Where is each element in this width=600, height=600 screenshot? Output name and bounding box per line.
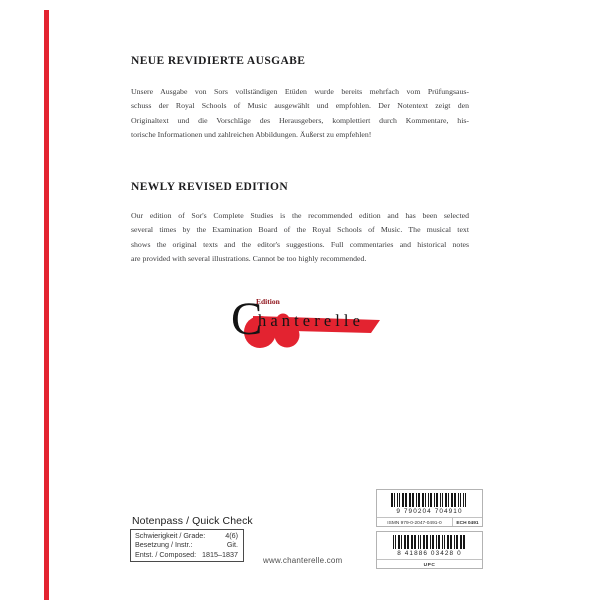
- paragraph-line: Originaltext und die Vorschläge des Herausgebers, komplettiert durch Kommentare, his-: [131, 115, 469, 125]
- logo-initial: C: [231, 293, 263, 345]
- paragraph-line: shows the original texts and the editor's suggestions. Full commentaries and historical notes: [131, 239, 469, 249]
- upc-barcode: [376, 531, 483, 569]
- quick-check-row-value: 4(6): [225, 530, 238, 540]
- english-paragraph: [131, 209, 469, 267]
- paragraph-line: are provided with several illustrations. Cannot be too highly recommended.: [131, 254, 367, 264]
- website-url: www.chanterelle.com: [263, 556, 343, 565]
- logo-edition-label: Edition: [256, 297, 280, 306]
- quick-check-row: [135, 541, 238, 550]
- quick-check-row-value: Git.: [226, 540, 238, 550]
- upc-barcode-bars-icon: [377, 535, 482, 549]
- ismn-barcode-bars-icon: [377, 493, 482, 507]
- quick-check-title: Notenpass / Quick Check: [132, 515, 253, 527]
- paragraph-line: Our edition of Sor's Complete Studies is the recommended edition and has been selected: [131, 211, 469, 220]
- german-paragraph: [131, 85, 469, 143]
- upc-label: UPC: [423, 562, 436, 568]
- english-section-heading: NEWLY REVISED EDITION: [131, 181, 289, 193]
- edition-number-label: ECH 0491: [452, 518, 482, 527]
- quick-check-row-value: 1815–1837: [202, 549, 238, 559]
- paragraph-line: several times by the Examination Board of the Royal Schools of Music. The musical text: [131, 225, 469, 235]
- quick-check-row: [135, 551, 238, 560]
- paragraph-line: schuss der Royal Schools of Music ausgewählt und empfohlen. Der Notentext zeigt den: [131, 101, 469, 111]
- quick-check-box: [130, 529, 244, 562]
- quick-check-row-label: Schwierigkeit / Grade:: [135, 530, 206, 540]
- logo-name-letters: hanterelle: [258, 311, 365, 330]
- quick-check-row: [135, 532, 238, 541]
- quick-check-row-label: Besetzung / Instr.:: [135, 540, 193, 550]
- upc-barcode-digits: 8 41886 03428 0: [397, 550, 462, 557]
- quick-check-row-label: Entst. / Composed:: [135, 549, 197, 559]
- german-section-heading: NEUE REVIDIERTE AUSGABE: [131, 55, 306, 67]
- paragraph-line: torische Informationen und zahlreichen Abbildungen. Äußerst zu empfehlen!: [131, 130, 372, 140]
- ismn-barcode-digits: 9 790204 704910: [396, 508, 463, 515]
- spine-accent-stripe: [44, 10, 49, 600]
- paragraph-line: Unsere Ausgabe von Sors vollständigen Etüden wurde bereits mehrfach vom Prüfungsaus-: [131, 87, 469, 96]
- chanterelle-logo: [231, 292, 383, 348]
- ismn-number-label: ISMN 979-0-2047-0491-0: [387, 520, 442, 526]
- ismn-barcode: [376, 489, 483, 527]
